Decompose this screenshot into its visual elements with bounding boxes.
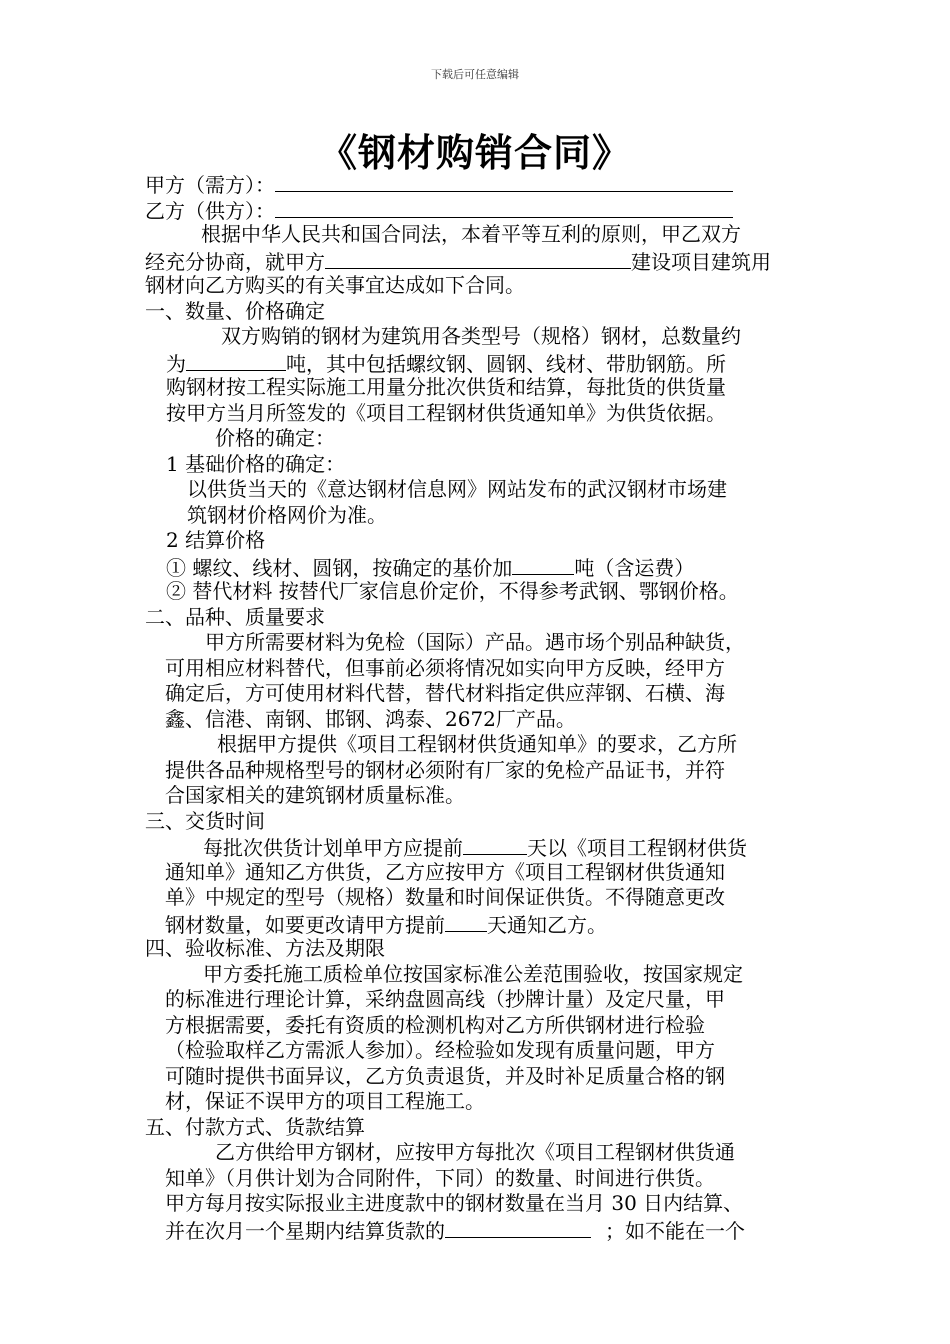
paragraph-line [145, 1217, 809, 1243]
intro-text: 建设项目建筑用 [631, 249, 771, 273]
paragraph-line: （检验取样乙方需派人参加）。经检验如发现有质量问题，甲方 [165, 1038, 715, 1062]
paragraph-text: 天以《项目工程钢材供货 [527, 836, 747, 860]
paragraph-line: 提供各品种规格型号的钢材必须附有厂家的免检产品证书，并符 [165, 757, 725, 782]
paragraph-line: 的标准进行理论计算，采纳盘圆高线（抄牌计量）及定尺量，甲 [165, 987, 725, 1011]
paragraph-line: 通知单》通知乙方供货，乙方应按甲方《项目工程钢材供货通知 [165, 859, 725, 884]
list-item-text: ① 螺纹、线材、圆钢，按确定的基价加 [166, 555, 513, 579]
paragraph-line: 方根据需要，委托有资质的检测机构对乙方所供钢材进行检验 [165, 1012, 705, 1037]
paragraph-text: 吨，其中包括螺纹钢、圆钢、线材、带肋钢筋。所 [286, 351, 726, 375]
paragraph-line: 鑫、信港、南钢、邯钢、鸿泰、2672厂产品。 [165, 706, 576, 731]
contract-body [145, 171, 809, 1242]
paragraph-line [145, 350, 809, 376]
intro-text: 经充分协商，就甲方 [145, 249, 325, 273]
subheading: 价格的确定： [215, 426, 335, 450]
intro-line: 根据中华人民共和国合同法，本着平等互利的原则，甲乙双方 [201, 222, 741, 246]
paragraph-line: 合国家相关的建筑钢材质量标准。 [165, 783, 465, 807]
paragraph-text: 每批次供货计划单甲方应提前 [203, 836, 463, 860]
document-title: 《钢材购销合同》 [318, 130, 631, 175]
paragraph-text: 并在次月一个星期内结算货款的 [165, 1218, 445, 1242]
payment-blank [445, 1217, 591, 1238]
section-heading: 三、交货时间 [145, 808, 265, 833]
intro-line: 钢材向乙方购买的有关事宜达成如下合同。 [145, 273, 525, 297]
paragraph-line [145, 911, 809, 937]
intro-line [145, 248, 809, 274]
section-heading: 五、付款方式、货款结算 [145, 1114, 365, 1139]
paragraph-line [145, 834, 809, 860]
days-blank [463, 834, 527, 855]
list-item: ② 替代材料 按替代厂家信息价定价，不得参考武钢、鄂钢价格。 [166, 579, 739, 603]
section-heading: 四、验收标准、方法及期限 [145, 936, 385, 960]
paragraph-text: 为 [166, 351, 186, 375]
subheading: 2 结算价格 [166, 528, 266, 552]
paragraph-line: 可随时提供书面异议，乙方负责退货，并及时补足质量合格的钢 [165, 1063, 725, 1088]
paragraph-line: 甲方委托施工质检单位按国家标准公差范围验收，按国家规定 [203, 961, 743, 986]
list-item [145, 554, 809, 580]
party-b-line [145, 197, 809, 223]
paragraph-line: 根据甲方提供《项目工程钢材供货通知单》的要求，乙方所 [217, 732, 737, 756]
list-item-text: 吨（含运费） [574, 555, 695, 579]
paragraph-line: 筑钢材价格网价为准。 [187, 502, 387, 527]
subheading: 1 基础价格的确定： [166, 451, 346, 476]
paragraph-line: 乙方供给甲方钢材，应按甲方每批次《项目工程钢材供货通 [215, 1140, 735, 1164]
project-blank [325, 248, 631, 269]
paragraph-line: 确定后，方可使用材料代替，替代材料指定供应萍钢、石横、海 [165, 681, 725, 705]
paragraph-line: 以供货当天的《意达钢材信息网》网站发布的武汉钢材市场建 [187, 477, 727, 501]
paragraph-line: 知单》（月供计划为合同附件，下同）的数量、时间进行供货。 [165, 1165, 715, 1190]
price-blank [512, 554, 574, 575]
paragraph-line: 购钢材按工程实际施工用量分批次供货和结算，每批货的供货量 [166, 375, 726, 399]
party-a-line [145, 171, 809, 197]
paragraph-line: 双方购销的钢材为建筑用各类型号（规格）钢材，总数量约 [221, 324, 741, 348]
paragraph-text: ；如不能在一个 [605, 1218, 745, 1242]
party-b-blank [275, 197, 733, 218]
party-a-label: 甲方（需方）： [145, 173, 275, 197]
paragraph-line: 材，保证不误甲方的项目工程施工。 [165, 1089, 485, 1113]
paragraph-line: 甲方所需要材料为免检（国际）产品。遇市场个别品种缺货， [205, 630, 745, 654]
days-blank [445, 911, 487, 932]
paragraph-line: 可用相应材料替代，但事前必须将情况如实向甲方反映，经甲方 [165, 655, 725, 680]
paragraph-line: 按甲方当月所签发的《项目工程钢材供货通知单》为供货依据。 [166, 400, 726, 425]
section-heading: 二、品种、质量要求 [145, 604, 325, 629]
quantity-blank [186, 350, 286, 371]
section-heading: 一、数量、价格确定 [145, 298, 325, 323]
paragraph-text: 天通知乙方。 [487, 912, 607, 936]
paragraph-line: 甲方每月按实际报业主进度款中的钢材数量在当月 30 日内结算、 [165, 1191, 744, 1215]
paragraph-line: 单》中规定的型号（规格）数量和时间保证供货。不得随意更改 [165, 885, 725, 909]
paragraph-text: 钢材数量，如要更改请甲方提前 [165, 912, 445, 936]
header-note: 下载后可任意编辑 [431, 68, 519, 81]
party-b-label: 乙方（供方）： [145, 198, 275, 222]
party-a-blank [275, 171, 733, 192]
